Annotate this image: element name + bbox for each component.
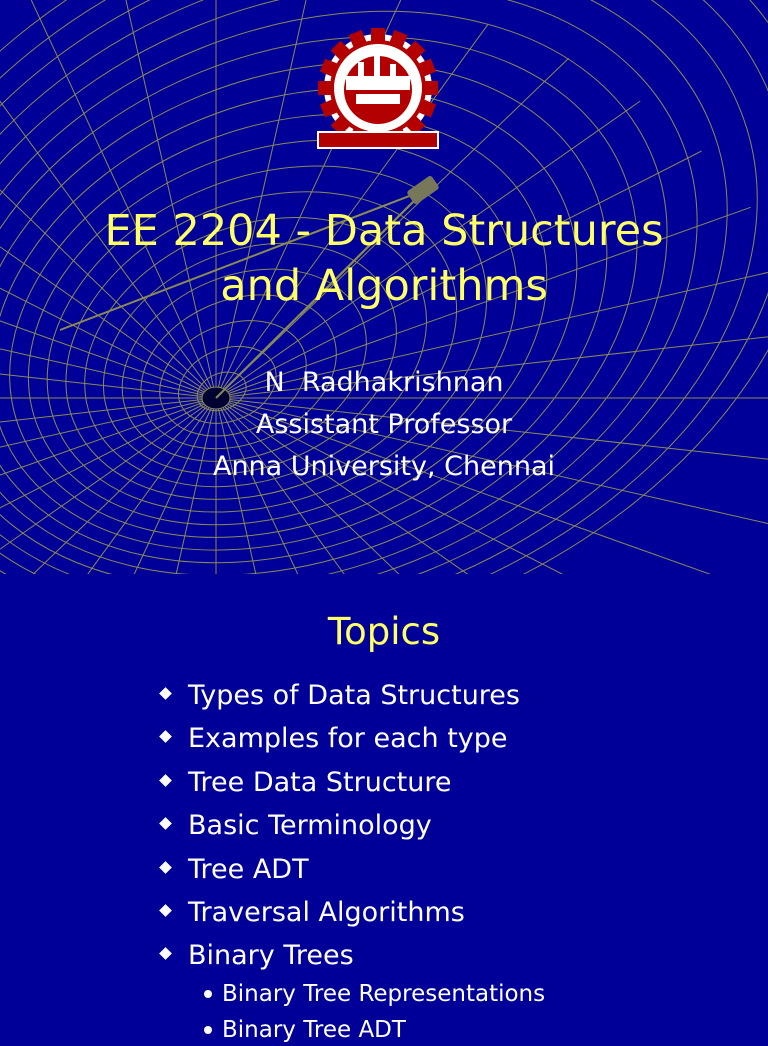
topics-heading: Topics [327,610,441,653]
title-line-1: EE 2204 - Data Structures [104,206,664,256]
topic-item [160,891,545,934]
topics-list [160,674,545,1042]
topic-label: Tree ADT [188,853,309,885]
topic-label: Traversal Algorithms [188,897,465,929]
round-bullet-icon [204,990,212,998]
topic-item [160,761,545,804]
topic-label: Binary Trees [188,940,354,972]
topic-item [160,934,545,977]
presenter-info [0,362,768,488]
topic-item [160,848,545,891]
anna-university-logo [316,26,440,152]
subtopic-label: Binary Tree ADT [222,1016,406,1043]
topic-label: Examples for each type [188,723,508,755]
subtopic-item [160,978,545,1010]
title-line-2: and Algorithms [220,261,548,311]
diamond-bullet-icon [159,774,172,787]
topic-item [160,804,545,847]
diamond-bullet-icon [159,904,172,917]
diamond-bullet-icon [159,731,172,744]
author-institution: Anna University, Chennai [212,451,556,482]
diamond-bullet-icon [159,948,172,961]
diamond-bullet-icon [159,817,172,830]
topic-item [160,717,545,760]
presentation-title [0,204,768,314]
diamond-bullet-icon [159,687,172,700]
subtopic-label: Binary Tree Representations [222,980,546,1007]
round-bullet-icon [204,1026,212,1034]
author-position: Assistant Professor [255,409,513,440]
diamond-bullet-icon [159,861,172,874]
topics-slide [0,574,768,1043]
topic-label: Types of Data Structures [188,680,520,711]
topic-label: Tree Data Structure [188,766,452,798]
subtopic-item [160,1014,545,1046]
topic-item [160,674,545,717]
author-name: N Radhakrishnan [264,367,504,398]
topic-label: Basic Terminology [188,810,432,842]
